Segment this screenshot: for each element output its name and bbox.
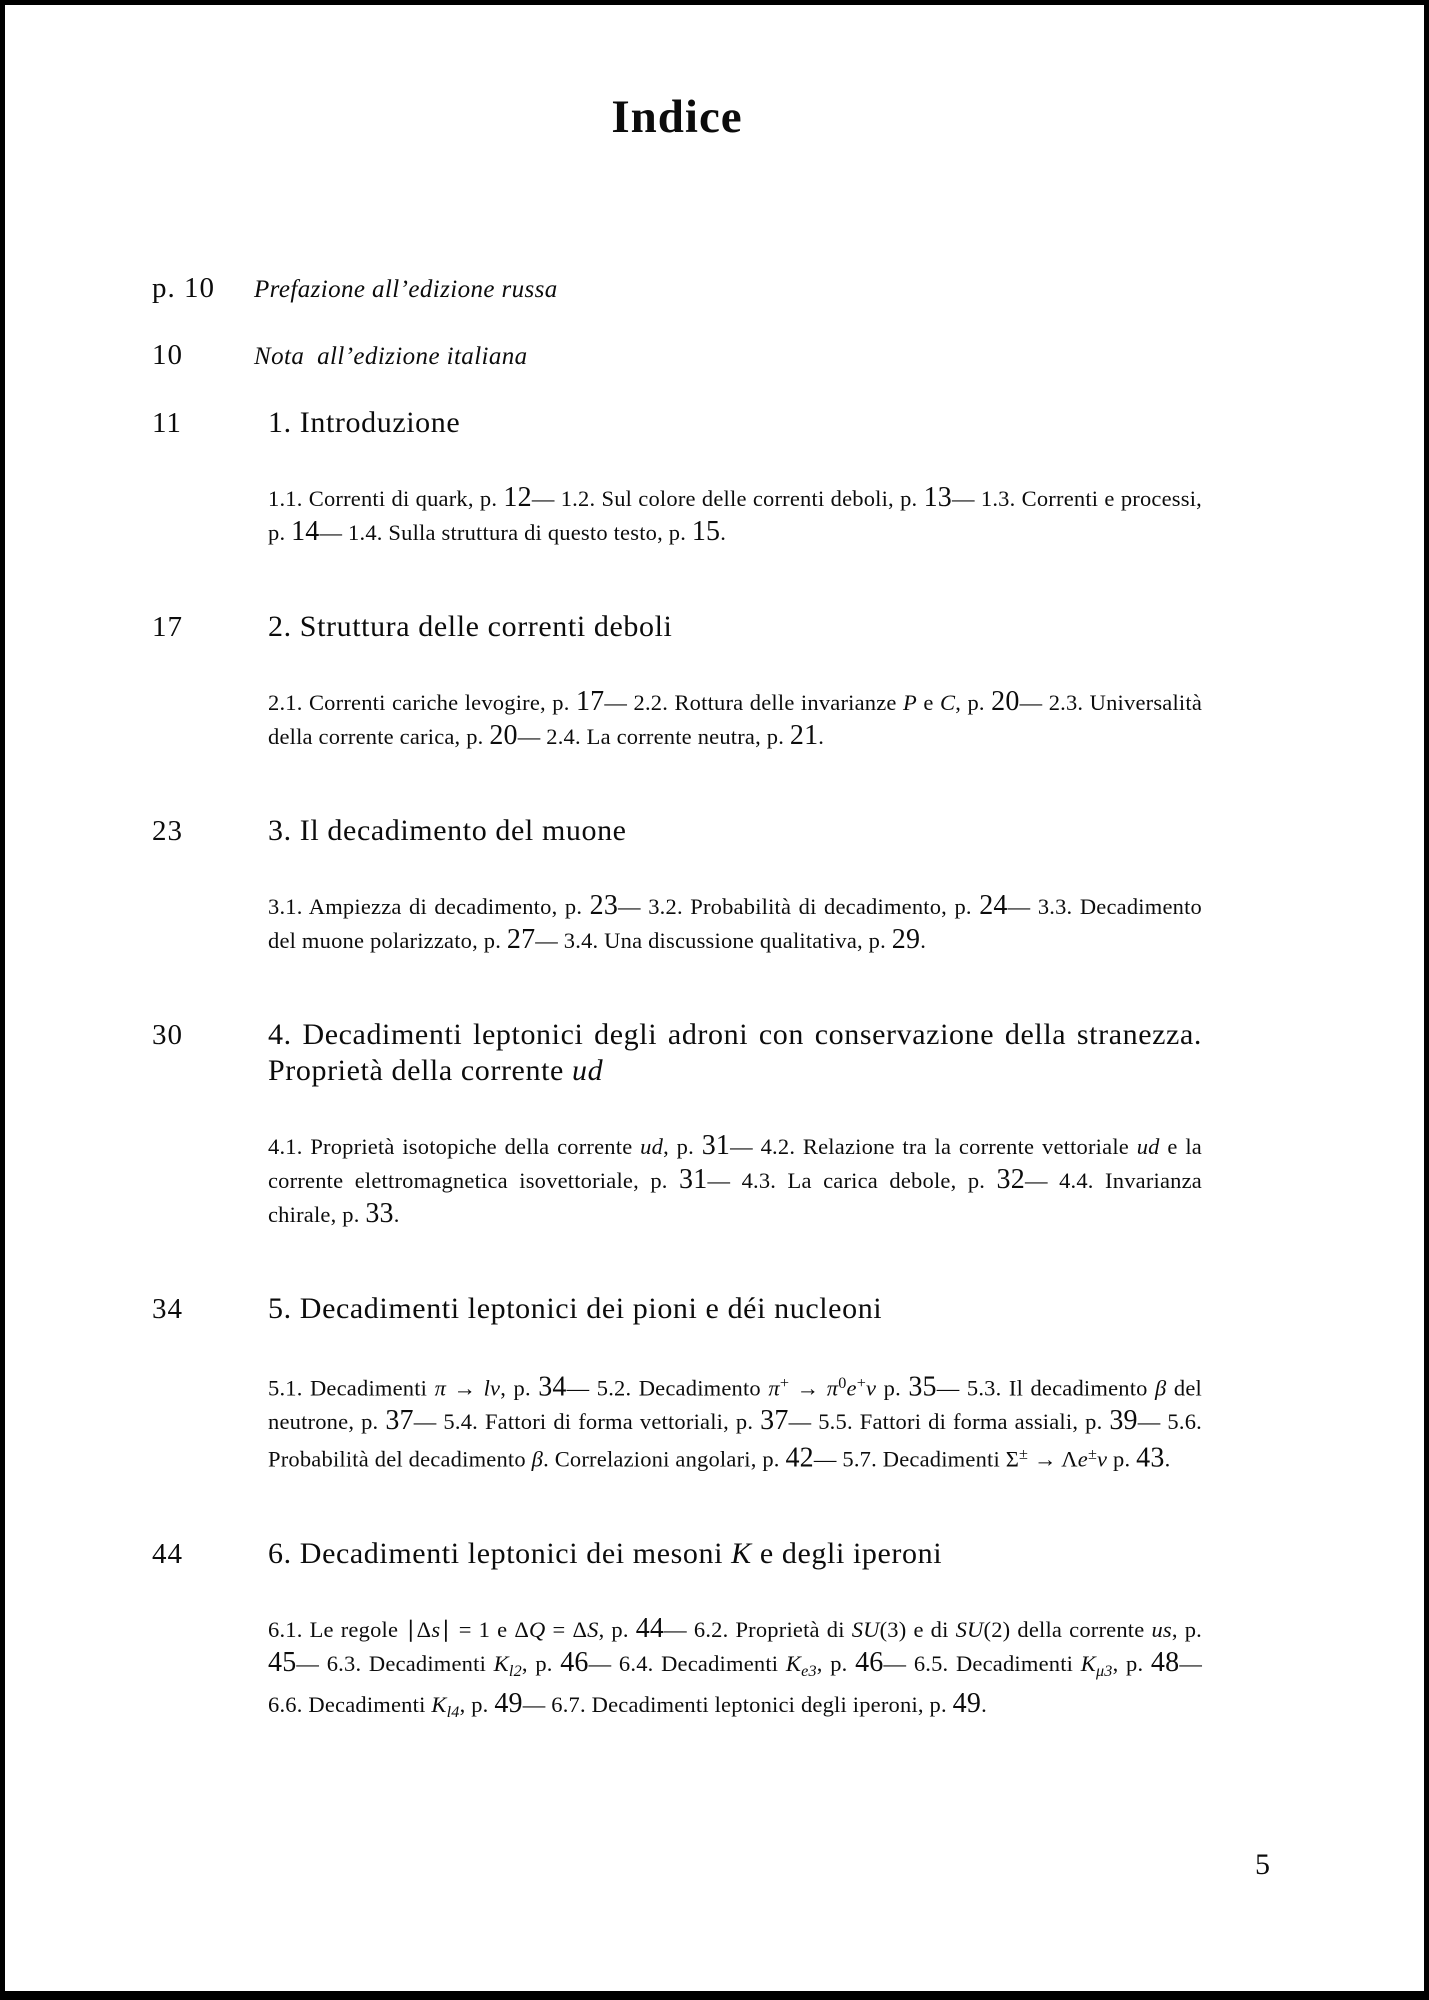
page-ref: 33 — [365, 1198, 394, 1229]
text-segment: 4. Decadimenti leptonici degli adroni con conservazione della stranezza. Proprietà della corrente — [268, 1018, 1202, 1087]
text-segment: μ3 — [1095, 1661, 1113, 1680]
text-segment: ud — [640, 1134, 664, 1159]
entry-subsections — [268, 1612, 1202, 1730]
entry-title — [268, 609, 1202, 645]
text-segment: — 5.5. Fattori di forma assiali, p. — [788, 1409, 1110, 1435]
entry-heading-row — [152, 813, 1202, 849]
page-ref: 45 — [268, 1646, 297, 1678]
text-segment: , p. — [663, 1134, 702, 1159]
page-ref: 44 — [635, 1612, 665, 1644]
text-segment: 5. Decadimenti leptonici dei pioni e déi nucleoni — [268, 1292, 883, 1325]
text-segment: (3) e di — [879, 1616, 956, 1642]
text-segment: , p. — [598, 1616, 636, 1642]
toc-entry — [152, 405, 1202, 549]
page-ref: 21 — [789, 720, 819, 751]
text-segment: p. — [876, 1375, 909, 1401]
entry-page-number: 34 — [152, 1293, 183, 1325]
text-segment: = Δ — [545, 1616, 588, 1642]
text-segment: ν — [1097, 1446, 1108, 1472]
text-segment: 1. Introduzione — [268, 406, 461, 439]
page-ref: 15 — [691, 516, 721, 547]
text-segment: C — [940, 690, 956, 715]
toc-entry — [152, 1291, 1202, 1476]
text-segment: ± — [1087, 1445, 1098, 1464]
page-ref: 14 — [291, 516, 320, 547]
page-ref: 32 — [996, 1164, 1025, 1195]
text-segment: — 2.3. Universalità della corrente carica, p. — [268, 690, 1203, 749]
text-segment: — 3.3. Decadimento del muone polarizzato, p. — [268, 894, 1202, 953]
text-segment: K — [431, 1692, 447, 1718]
text-segment: β — [1155, 1375, 1167, 1401]
text-segment: , p. — [459, 1692, 495, 1718]
page-ref: 24 — [979, 890, 1008, 921]
entry-heading-row — [152, 1536, 1202, 1572]
page-ref: 46 — [560, 1646, 589, 1678]
toc-entry — [152, 338, 1202, 375]
entry-subsections — [268, 889, 1202, 957]
page-ref: 48 — [1150, 1646, 1180, 1678]
entry-page-number: p. 10 — [152, 272, 215, 304]
text-segment: e — [1077, 1446, 1088, 1472]
entry-heading-row — [152, 405, 1202, 441]
text-segment: π — [768, 1375, 780, 1401]
text-segment: → — [1028, 1446, 1062, 1472]
page-ref: 37 — [760, 1405, 789, 1437]
text-segment: Nota all’edizione italiana — [254, 343, 528, 370]
text-segment: e degli iperoni — [751, 1536, 943, 1570]
page-ref: 42 — [785, 1442, 814, 1474]
page-ref: 13 — [923, 482, 952, 513]
entry-title — [268, 1291, 1202, 1327]
page-ref: 49 — [952, 1688, 982, 1720]
text-segment: (2) della corrente — [983, 1616, 1152, 1642]
text-segment: SU — [955, 1616, 984, 1642]
text-segment: e — [916, 690, 941, 715]
entry-title — [268, 405, 1202, 441]
toc-entry — [152, 271, 1202, 308]
text-segment: , p. — [500, 1375, 539, 1401]
text-segment: l4 — [446, 1703, 460, 1722]
text-segment: 1.1. Correnti di quark, p. — [268, 486, 504, 511]
text-segment: SU — [851, 1616, 880, 1642]
text-segment: — 6.6. Decadimenti — [268, 1650, 1203, 1718]
text-segment: 4.1. Proprietà isotopiche della corrente — [268, 1134, 641, 1159]
text-segment: — 5.3. Il decadimento — [936, 1375, 1156, 1401]
text-segment: — 5.2. Decadimento — [566, 1375, 769, 1401]
entry-heading-row — [152, 338, 1202, 375]
text-segment: → — [446, 1375, 484, 1401]
text-segment: s — [431, 1616, 441, 1642]
text-segment: K — [785, 1650, 802, 1676]
text-segment: , p. — [816, 1650, 856, 1676]
text-segment: Q — [529, 1616, 546, 1642]
entry-heading-row — [152, 609, 1202, 645]
text-segment: 6. Decadimenti leptonici dei mesoni — [268, 1536, 732, 1570]
entry-page-number: 10 — [152, 339, 183, 371]
text-segment: — 2.2. Rottura delle invarianze — [604, 690, 904, 715]
entry-page-number: 17 — [152, 611, 183, 643]
text-segment: — 1.4. Sulla struttura di questo testo, p. — [319, 520, 692, 545]
text-segment: , p. — [521, 1650, 561, 1676]
folio-page-number: 5 — [1255, 1848, 1270, 1881]
text-segment: + — [779, 1374, 790, 1392]
text-segment: + — [856, 1374, 867, 1392]
text-segment: — 6.3. Decadimenti — [296, 1650, 494, 1676]
text-segment: 2.1. Correnti cariche levogire, p. — [268, 690, 576, 715]
text-segment: K — [493, 1650, 509, 1676]
text-segment: l2 — [508, 1661, 522, 1680]
text-segment: — 4.4. Invarianza chirale, p. — [268, 1168, 1202, 1227]
entry-page-number: 44 — [152, 1537, 183, 1570]
text-segment: — 6.5. Decadimenti — [883, 1650, 1081, 1676]
page-ref: 43 — [1136, 1442, 1165, 1474]
text-segment: 3. Il decadimento del muone — [268, 814, 627, 847]
entry-subsections — [268, 685, 1202, 753]
page-ref: 31 — [701, 1130, 731, 1161]
page-ref: 29 — [891, 924, 921, 955]
entry-title — [254, 339, 1202, 375]
entry-page-number: 11 — [152, 407, 182, 439]
text-segment: e3 — [801, 1661, 817, 1680]
text-segment: π — [434, 1375, 447, 1401]
page-title: Indice — [611, 91, 743, 143]
text-segment: e la corrente elettromagnetica isovettoriale, p. — [268, 1134, 1202, 1193]
text-segment: S — [587, 1616, 599, 1642]
toc-entry — [152, 609, 1202, 753]
toc-entries — [152, 271, 1202, 1729]
entry-title — [268, 1536, 1202, 1572]
entry-page-number: 30 — [152, 1019, 183, 1051]
text-segment: , p. — [955, 690, 992, 715]
page-ref: 49 — [494, 1688, 523, 1720]
entry-subsections — [268, 481, 1202, 549]
text-segment: p. — [1107, 1446, 1137, 1472]
page-ref: 17 — [575, 686, 605, 717]
text-segment: — 4.3. La carica debole, p. — [707, 1168, 997, 1193]
text-segment: , p. — [1171, 1616, 1203, 1642]
text-segment: 6.1. Le regole ∣Δ — [268, 1616, 432, 1642]
text-segment: . — [920, 928, 927, 953]
entry-title — [268, 1017, 1202, 1089]
entry-heading-row — [152, 271, 1202, 308]
text-segment: K — [731, 1536, 752, 1570]
entry-title — [268, 813, 1202, 849]
text-segment: 5.1. Decadimenti — [268, 1375, 435, 1401]
text-segment: P — [903, 690, 917, 715]
text-segment: us — [1151, 1616, 1172, 1642]
toc-content — [5, 93, 1202, 1729]
text-segment: — 5.6. Probabilità del decadimento — [268, 1409, 1202, 1472]
text-segment: — 6.7. Decadimenti leptonici degli iperoni, p. — [522, 1692, 953, 1718]
text-segment: . — [1164, 1446, 1171, 1472]
text-segment: ud — [1136, 1134, 1160, 1159]
text-segment: del neutrone, p. — [268, 1375, 1202, 1435]
toc-entry — [152, 813, 1202, 957]
text-segment: K — [1080, 1650, 1096, 1676]
page-ref: 31 — [679, 1164, 708, 1195]
text-segment: — 3.4. Una discussione qualitativa, p. — [535, 928, 892, 953]
entry-heading-row — [152, 1017, 1202, 1089]
text-segment: Σ — [1005, 1446, 1020, 1472]
text-segment: . — [720, 520, 727, 545]
text-segment: , p. — [1112, 1650, 1151, 1676]
page-ref: 46 — [855, 1646, 884, 1678]
text-segment: . — [818, 724, 825, 749]
page-ref: 37 — [385, 1405, 414, 1437]
text-segment: ± — [1019, 1445, 1029, 1464]
text-segment: — 5.7. Decadimenti — [813, 1446, 1006, 1472]
entry-heading-row — [152, 1291, 1202, 1327]
text-segment: — 1.2. Sul colore delle correnti deboli, p. — [531, 486, 924, 511]
text-segment: — 2.4. La corrente neutra, p. — [517, 724, 790, 749]
page-ref: 35 — [908, 1371, 937, 1403]
entry-title — [254, 272, 1202, 308]
page-ref: 20 — [489, 720, 518, 751]
text-segment: 3.1. Ampiezza di decadimento, p. — [268, 894, 590, 919]
page-ref: 34 — [538, 1371, 567, 1403]
text-segment: — 1.3. Correnti e processi, p. — [268, 486, 1202, 545]
page-ref: 27 — [506, 924, 536, 955]
text-segment: ν — [866, 1375, 877, 1401]
toc-entry — [152, 1017, 1202, 1231]
page-ref: 20 — [991, 686, 1020, 717]
text-segment: — 5.4. Fattori di forma vettoriali, p. — [413, 1409, 761, 1435]
text-segment: Λ — [1061, 1446, 1078, 1472]
text-segment: Prefazione all’edizione russa — [254, 276, 558, 303]
text-segment: . — [393, 1202, 400, 1227]
text-segment: — 6.2. Proprietà di — [664, 1616, 852, 1642]
text-segment: 2. Struttura delle correnti deboli — [268, 610, 673, 643]
text-segment: . — [981, 1692, 987, 1718]
text-segment: e — [846, 1375, 857, 1401]
entry-subsections — [268, 1129, 1202, 1231]
text-segment: ud — [572, 1054, 604, 1087]
text-segment: → — [789, 1375, 827, 1401]
text-segment: β — [531, 1446, 544, 1472]
text-segment: ∣ = 1 e Δ — [440, 1616, 530, 1642]
text-segment: 0 — [838, 1374, 847, 1392]
entry-subsections — [268, 1367, 1202, 1476]
text-segment: — 3.2. Probabilità di decadimento, p. — [618, 894, 980, 919]
toc-entry — [152, 1536, 1202, 1730]
text-segment: π — [826, 1375, 839, 1401]
text-segment: — 6.4. Decadimenti — [588, 1650, 786, 1676]
text-segment: lν — [483, 1375, 501, 1401]
entry-page-number: 23 — [152, 815, 183, 847]
page-ref: 23 — [589, 890, 619, 921]
page-ref: 12 — [503, 482, 532, 513]
page-ref: 39 — [1109, 1405, 1138, 1437]
text-segment: . Correlazioni angolari, p. — [543, 1446, 786, 1472]
text-segment: — 4.2. Relazione tra la corrente vettoriale — [730, 1134, 1137, 1159]
